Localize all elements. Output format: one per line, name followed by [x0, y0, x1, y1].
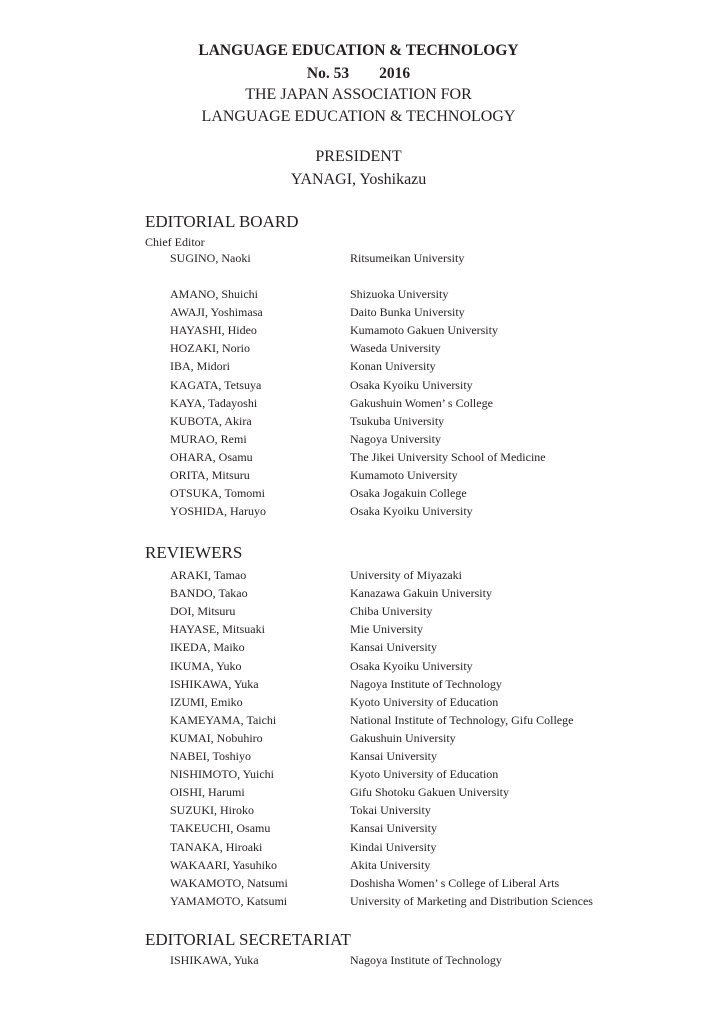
member-affiliation: Konan University — [350, 359, 436, 374]
member-name: WAKAARI, Yasuhiko — [170, 857, 278, 872]
association-line-1: THE JAPAN ASSOCIATION FOR — [245, 86, 472, 103]
member-affiliation: Gakushuin Women’ s College — [350, 395, 493, 410]
member-row — [0, 504, 717, 522]
member-name: HAYASHI, Hideo — [170, 323, 257, 338]
member-row — [0, 894, 717, 912]
member-affiliation: Akita University — [350, 857, 431, 872]
member-affiliation: Nagoya University — [350, 431, 441, 446]
member-row — [0, 749, 717, 767]
member-row — [0, 450, 717, 468]
member-name: ARAKI, Tamao — [170, 568, 247, 582]
member-row — [0, 622, 717, 640]
member-row — [0, 713, 717, 731]
member-affiliation: Chiba University — [350, 604, 433, 619]
member-name: KAYA, Tadayoshi — [170, 395, 258, 410]
member-row — [0, 323, 717, 341]
member-row — [0, 432, 717, 450]
member-name: OISHI, Harumi — [170, 785, 245, 800]
member-name: SUGINO, Naoki — [170, 251, 251, 265]
member-name: HOZAKI, Norio — [170, 341, 250, 356]
president-name: YANAGI, Yoshikazu — [290, 171, 427, 188]
member-name: AWAJI, Yoshimasa — [170, 305, 263, 320]
chief-editor-row — [0, 251, 717, 269]
member-affiliation: Kansai University — [350, 749, 437, 763]
member-row — [0, 659, 717, 677]
member-row — [0, 305, 717, 323]
member-affiliation: Shizuoka University — [350, 287, 449, 301]
member-affiliation: Osaka Kyoiku University — [350, 658, 473, 673]
member-affiliation: Kumamoto Gakuen University — [350, 323, 498, 338]
member-row — [0, 486, 717, 504]
member-name: IZUMI, Emiko — [170, 694, 243, 709]
member-affiliation: Kansai University — [350, 640, 437, 655]
reviewers-heading: REVIEWERS — [145, 543, 243, 562]
member-name: ISHIKAWA, Yuka — [170, 676, 259, 691]
member-name: SUZUKI, Hiroko — [170, 803, 254, 818]
member-affiliation: Osaka Jogakuin College — [350, 486, 467, 501]
issue-number: No. 53 — [306, 65, 350, 82]
member-affiliation: Kansai University — [350, 821, 437, 836]
member-name: KAGATA, Tetsuya — [170, 377, 262, 392]
member-affiliation: Gakushuin University — [350, 730, 456, 745]
member-row — [0, 378, 717, 396]
secretariat-heading: EDITORIAL SECRETARIAT — [145, 930, 351, 949]
member-affiliation: Daito Bunka University — [350, 305, 465, 320]
member-row — [0, 341, 717, 359]
journal-title: LANGUAGE EDUCATION & TECHNOLOGY — [198, 42, 519, 59]
member-name: ORITA, Mitsuru — [170, 468, 250, 482]
member-row — [0, 767, 717, 785]
member-row — [0, 414, 717, 432]
editorial-board-heading: EDITORIAL BOARD — [145, 212, 299, 231]
member-row — [0, 953, 717, 971]
president-label: PRESIDENT — [315, 148, 402, 165]
member-name: IBA, Midori — [170, 359, 230, 374]
member-affiliation: Kanazawa Gakuin University — [350, 586, 492, 601]
member-row — [0, 604, 717, 622]
member-affiliation: Kyoto University of Education — [350, 767, 499, 782]
member-name: NISHIMOTO, Yuichi — [170, 767, 274, 782]
member-name: IKUMA, Yuko — [170, 658, 242, 673]
member-row — [0, 803, 717, 821]
member-name: KUMAI, Nobuhiro — [170, 730, 263, 745]
member-name: DOI, Mitsuru — [170, 604, 236, 619]
member-affiliation: University of Miyazaki — [350, 568, 462, 582]
member-row — [0, 359, 717, 377]
chief-editor-label: Chief Editor — [145, 235, 205, 249]
member-affiliation: Nagoya Institute of Technology — [350, 953, 502, 967]
member-affiliation: Waseda University — [350, 341, 441, 356]
association-line-2: LANGUAGE EDUCATION & TECHNOLOGY — [201, 108, 516, 125]
member-affiliation: Tsukuba University — [350, 413, 445, 428]
member-row — [0, 821, 717, 839]
member-row — [0, 677, 717, 695]
member-name: NABEI, Toshiyo — [170, 749, 251, 763]
member-affiliation: Ritsumeikan University — [350, 251, 465, 265]
member-name: YAMAMOTO, Katsumi — [170, 893, 288, 908]
member-name: AMANO, Shuichi — [170, 287, 259, 301]
member-affiliation: Tokai University — [350, 803, 431, 818]
member-row — [0, 695, 717, 713]
member-row — [0, 396, 717, 414]
member-affiliation: Osaka Kyoiku University — [350, 504, 473, 519]
member-row — [0, 640, 717, 658]
member-affiliation: Doshisha Women’ s College of Liberal Arts — [350, 875, 560, 890]
member-affiliation: Nagoya Institute of Technology — [350, 676, 502, 691]
member-name: TAKEUCHI, Osamu — [170, 821, 271, 836]
member-name: MURAO, Remi — [170, 431, 247, 446]
member-affiliation: Mie University — [350, 622, 423, 637]
member-name: OTSUKA, Tomomi — [170, 486, 265, 501]
member-name: HAYASE, Mitsuaki — [170, 622, 265, 637]
member-row — [0, 840, 717, 858]
member-affiliation: Kindai University — [350, 839, 437, 854]
member-row — [0, 287, 717, 305]
member-row — [0, 568, 717, 586]
member-name: KAMEYAMA, Taichi — [170, 712, 277, 727]
member-name: ISHIKAWA, Yuka — [170, 953, 259, 967]
member-row — [0, 785, 717, 803]
member-row — [0, 731, 717, 749]
member-affiliation: National Institute of Technology, Gifu College — [350, 712, 574, 727]
member-affiliation: Osaka Kyoiku University — [350, 377, 473, 392]
member-name: BANDO, Takao — [170, 586, 248, 601]
member-affiliation: Kyoto University of Education — [350, 694, 499, 709]
member-affiliation: Kumamoto University — [350, 468, 458, 482]
member-name: KUBOTA, Akira — [170, 413, 252, 428]
member-name: TANAKA, Hiroaki — [170, 839, 263, 854]
member-affiliation: The Jikei University School of Medicine — [350, 449, 546, 464]
member-row — [0, 876, 717, 894]
member-name: OHARA, Osamu — [170, 449, 253, 464]
member-name: IKEDA, Maiko — [170, 640, 245, 655]
member-affiliation: University of Marketing and Distribution Sciences — [350, 893, 593, 908]
member-row — [0, 586, 717, 604]
member-name: WAKAMOTO, Natsumi — [170, 875, 288, 890]
issue-line — [0, 65, 717, 83]
member-name: YOSHIDA, Haruyo — [170, 504, 266, 519]
member-affiliation: Gifu Shotoku Gakuen University — [350, 785, 509, 800]
member-row — [0, 468, 717, 486]
member-row — [0, 858, 717, 876]
issue-year: 2016 — [379, 65, 411, 82]
